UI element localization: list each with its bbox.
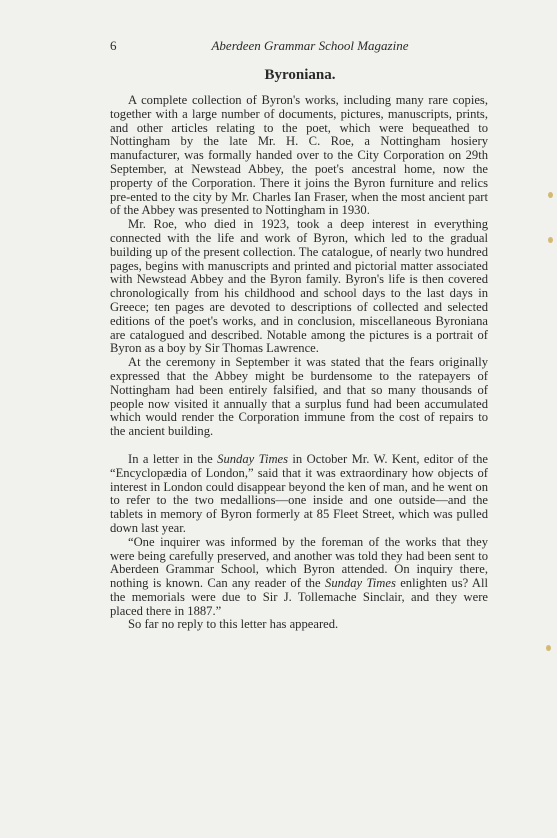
page-header bbox=[110, 38, 490, 56]
paragraph-5: “One inquirer was informed by the foreman of the works that they were being carefully preserved, and another was told they had been sent to Aberdeen Grammar School, which Byron attended. On inquiry there, nothing is known. Can any reader of the Sunday Times enlighten us? All the memorials were due to Sir J. Tollemache Sinclair, and they were placed there in 1887.” bbox=[110, 534, 488, 618]
article-body bbox=[110, 94, 488, 632]
page-number: 6 bbox=[110, 38, 117, 53]
newspaper-title: Sunday Times bbox=[325, 576, 396, 591]
paragraph-2: Mr. Roe, who died in 1923, took a deep interest in everything connected with the life and work of Byron, which led to the gradual building up of the present collection. The catalogue, of nearly two hundred pages, begins with manuscripts and printed and pictorial matter associated with Newstead Abbey and the Byron family. Byron's life is then covered chronologically from his childhood and school days to the last days in Greece; ten pages are devoted to descriptions of collected and selected editions of the poet's works, and in conclusion, miscellaneous Byroniana are catalogued and described. Notable among the pictures is a portrait of Byron as a boy by Sir Thomas Lawrence. bbox=[110, 217, 488, 356]
paragraph-6: So far no reply to this letter has appeared. bbox=[128, 617, 339, 632]
running-head: Aberdeen Grammar School Magazine bbox=[211, 38, 409, 53]
foxing-spot bbox=[548, 192, 553, 198]
paragraph-1: A complete collection of Byron's works, including many rare copies, together with a large number of documents, pictures, manuscripts, prints, and other articles relating to the poet, which were bequeathed to Nottingham by the late Mr. H. C. Roe, a Nottingham hosiery manufacturer, was formally handed over to the City Corporation on 29th September, at Newstead Abbey, the poet's ancestral home, now the property of the Corporation. There it joins the Byron furniture and relics pre-ented to the city by Mr. Charles Ian Fraser, when the most ancient part of the Abbey was presented to Nottingham in 1930. bbox=[110, 93, 488, 218]
article-title: Byroniana. bbox=[264, 67, 336, 83]
paragraph-3: At the ceremony in September it was stated that the fears originally expressed that the Abbey might be burdensome to the ratepayers of Nottingham had been entirely falsified, and that so many thousands of people now visited it annually that a surplus fund had been accumulated which would render the Corporation immune from the cost of repairs to the ancient building. bbox=[110, 355, 488, 439]
foxing-spot bbox=[546, 645, 551, 651]
foxing-spot bbox=[548, 237, 553, 243]
paragraph-4: In a letter in the Sunday Times in October Mr. W. Kent, editor of the “Encyclopædia of London,” said that it was extraordinary how objects of interest in London could disappear beyond the ken of man, and he went on to refer to the two medallions—one inside and one outside—and the tablets in memory of Byron formerly at 85 Fleet Street, which was pulled down last year. bbox=[110, 451, 488, 535]
newspaper-title: Sunday Times bbox=[217, 451, 289, 466]
